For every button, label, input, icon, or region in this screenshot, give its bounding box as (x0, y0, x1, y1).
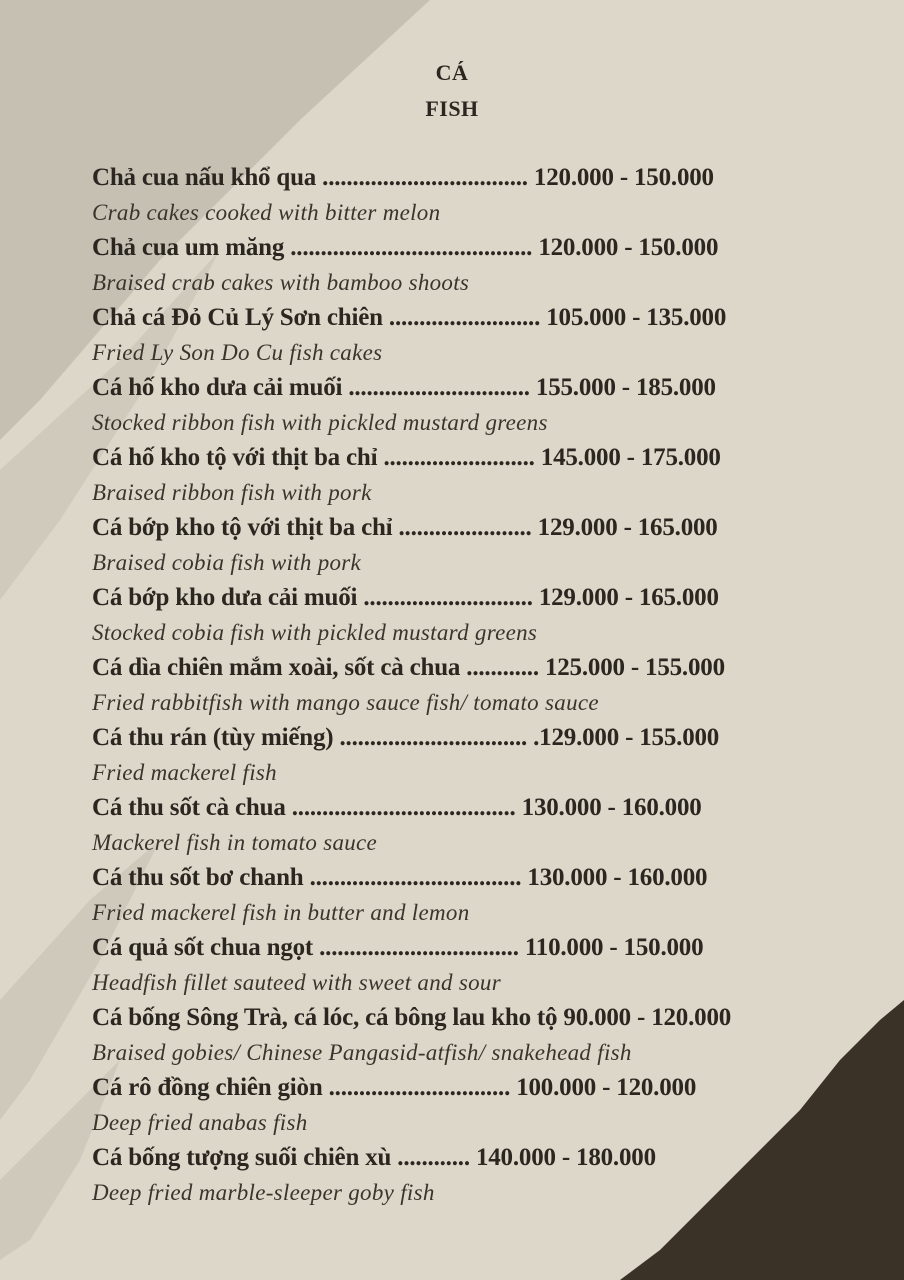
menu-list (92, 160, 832, 1210)
dish-price: 120.000 - 150.000 (533, 164, 714, 191)
menu-item-line (92, 300, 832, 335)
menu-item (92, 1070, 832, 1140)
dish-price: 129.000 - 165.000 (538, 584, 719, 611)
dish-description: Headfish fillet sauteed with sweet and sour (92, 970, 501, 995)
menu-item-line (92, 860, 832, 895)
leader-dots: ................................. (319, 934, 519, 961)
leader-dots: .................................. (322, 164, 528, 191)
dish-description: Crab cakes cooked with bitter melon (92, 200, 441, 225)
dish-price: 125.000 - 155.000 (544, 654, 725, 681)
dish-description: Stocked cobia fish with pickled mustard greens (92, 620, 538, 645)
dish-description: Braised cobia fish with pork (92, 550, 362, 575)
menu-item-line (92, 370, 832, 405)
dish-description: Deep fried marble-sleeper goby fish (92, 1180, 435, 1205)
menu-item-line (92, 1000, 832, 1035)
menu-item (92, 230, 832, 300)
menu-item (92, 650, 832, 720)
dish-name: Cá thu sốt bơ chanh (92, 864, 304, 891)
menu-item (92, 370, 832, 440)
dish-description: Fried mackerel fish in butter and lemon (92, 900, 470, 925)
dish-description: Braised ribbon fish with pork (92, 480, 372, 505)
dish-description: Braised gobies/ Chinese Pangasid-atfish/ snakehead fish (92, 1040, 632, 1065)
menu-item (92, 440, 832, 510)
menu-item-line (92, 720, 832, 755)
dish-price: 129.000 - 165.000 (537, 514, 718, 541)
dish-name: Cá bớp kho tộ với thịt ba chỉ (92, 514, 393, 541)
dish-price: .129.000 - 155.000 (533, 724, 720, 751)
menu-item (92, 860, 832, 930)
dish-price: 155.000 - 185.000 (535, 374, 716, 401)
dish-name: Cá bống Sông Trà, cá lóc, cá bông lau kho tộ (92, 1004, 558, 1031)
menu-item (92, 1140, 832, 1210)
dish-description: Fried rabbitfish with mango sauce fish/ tomato sauce (92, 690, 599, 715)
dish-description: Fried Ly Son Do Cu fish cakes (92, 340, 383, 365)
dish-name: Cá hố kho dưa cải muối (92, 374, 343, 401)
menu-item-line (92, 510, 832, 545)
dish-price: 140.000 - 180.000 (475, 1144, 656, 1171)
menu-item-line (92, 580, 832, 615)
dish-description: Fried mackerel fish (92, 760, 277, 785)
dish-name: Cá rô đồng chiên giòn (92, 1074, 323, 1101)
leader-dots: ........................................ (290, 234, 533, 261)
leader-dots: ......................... (383, 444, 535, 471)
menu-item (92, 930, 832, 1000)
dish-price: 90.000 - 120.000 (563, 1004, 732, 1031)
dish-name: Cá thu sốt cà chua (92, 794, 286, 821)
dish-name: Cá hố kho tộ với thịt ba chỉ (92, 444, 378, 471)
leader-dots: ................................... (309, 864, 522, 891)
dish-price: 110.000 - 150.000 (524, 934, 704, 961)
dish-name: Cá quả sốt chua ngọt (92, 934, 314, 961)
dish-description: Stocked ribbon fish with pickled mustard greens (92, 410, 548, 435)
menu-item (92, 300, 832, 370)
menu-item-line (92, 1140, 832, 1175)
dish-name: Chả cua nấu khổ qua (92, 164, 317, 191)
dish-description: Mackerel fish in tomato sauce (92, 830, 378, 855)
menu-item (92, 580, 832, 650)
dish-price: 145.000 - 175.000 (540, 444, 721, 471)
dish-description: Deep fried anabas fish (92, 1110, 308, 1135)
leader-dots: ............................... (339, 724, 528, 751)
menu-item (92, 720, 832, 790)
menu-item-line (92, 440, 832, 475)
dish-name: Chả cá Đỏ Củ Lý Sơn chiên (92, 304, 383, 331)
leader-dots: ...................... (398, 514, 532, 541)
menu-item-line (92, 230, 832, 265)
leader-dots: ............................ (363, 584, 533, 611)
menu-item-line (92, 160, 832, 195)
menu-item-line (92, 650, 832, 685)
leader-dots: ............ (397, 1144, 470, 1171)
dish-price: 130.000 - 160.000 (521, 794, 702, 821)
dish-description: Braised crab cakes with bamboo shoots (92, 270, 470, 295)
menu-item (92, 160, 832, 230)
dish-name: Cá bớp kho dưa cải muối (92, 584, 358, 611)
leader-dots: .............................. (328, 1074, 511, 1101)
section-title-en: FISH (425, 96, 479, 121)
dish-name: Cá bống tượng suối chiên xù (92, 1144, 392, 1171)
menu-item (92, 1000, 832, 1070)
menu-item-line (92, 790, 832, 825)
section-title-vi: CÁ (435, 60, 469, 85)
menu-item (92, 510, 832, 580)
dish-price: 100.000 - 120.000 (516, 1074, 697, 1101)
dish-name: Cá dìa chiên mắm xoài, sốt cà chua (92, 654, 461, 681)
leader-dots: .............................. (348, 374, 530, 401)
leader-dots: ......................... (388, 304, 541, 331)
menu-item-line (92, 1070, 832, 1105)
leader-dots: ..................................... (291, 794, 516, 821)
menu-item-line (92, 930, 832, 965)
menu-item (92, 790, 832, 860)
leader-dots: ............ (466, 654, 539, 681)
dish-price: 120.000 - 150.000 (538, 234, 719, 261)
dish-name: Chả cua um măng (92, 234, 285, 261)
dish-price: 105.000 - 135.000 (546, 304, 727, 331)
dish-name: Cá thu rán (tùy miếng) (92, 724, 334, 751)
dish-price: 130.000 - 160.000 (527, 864, 708, 891)
